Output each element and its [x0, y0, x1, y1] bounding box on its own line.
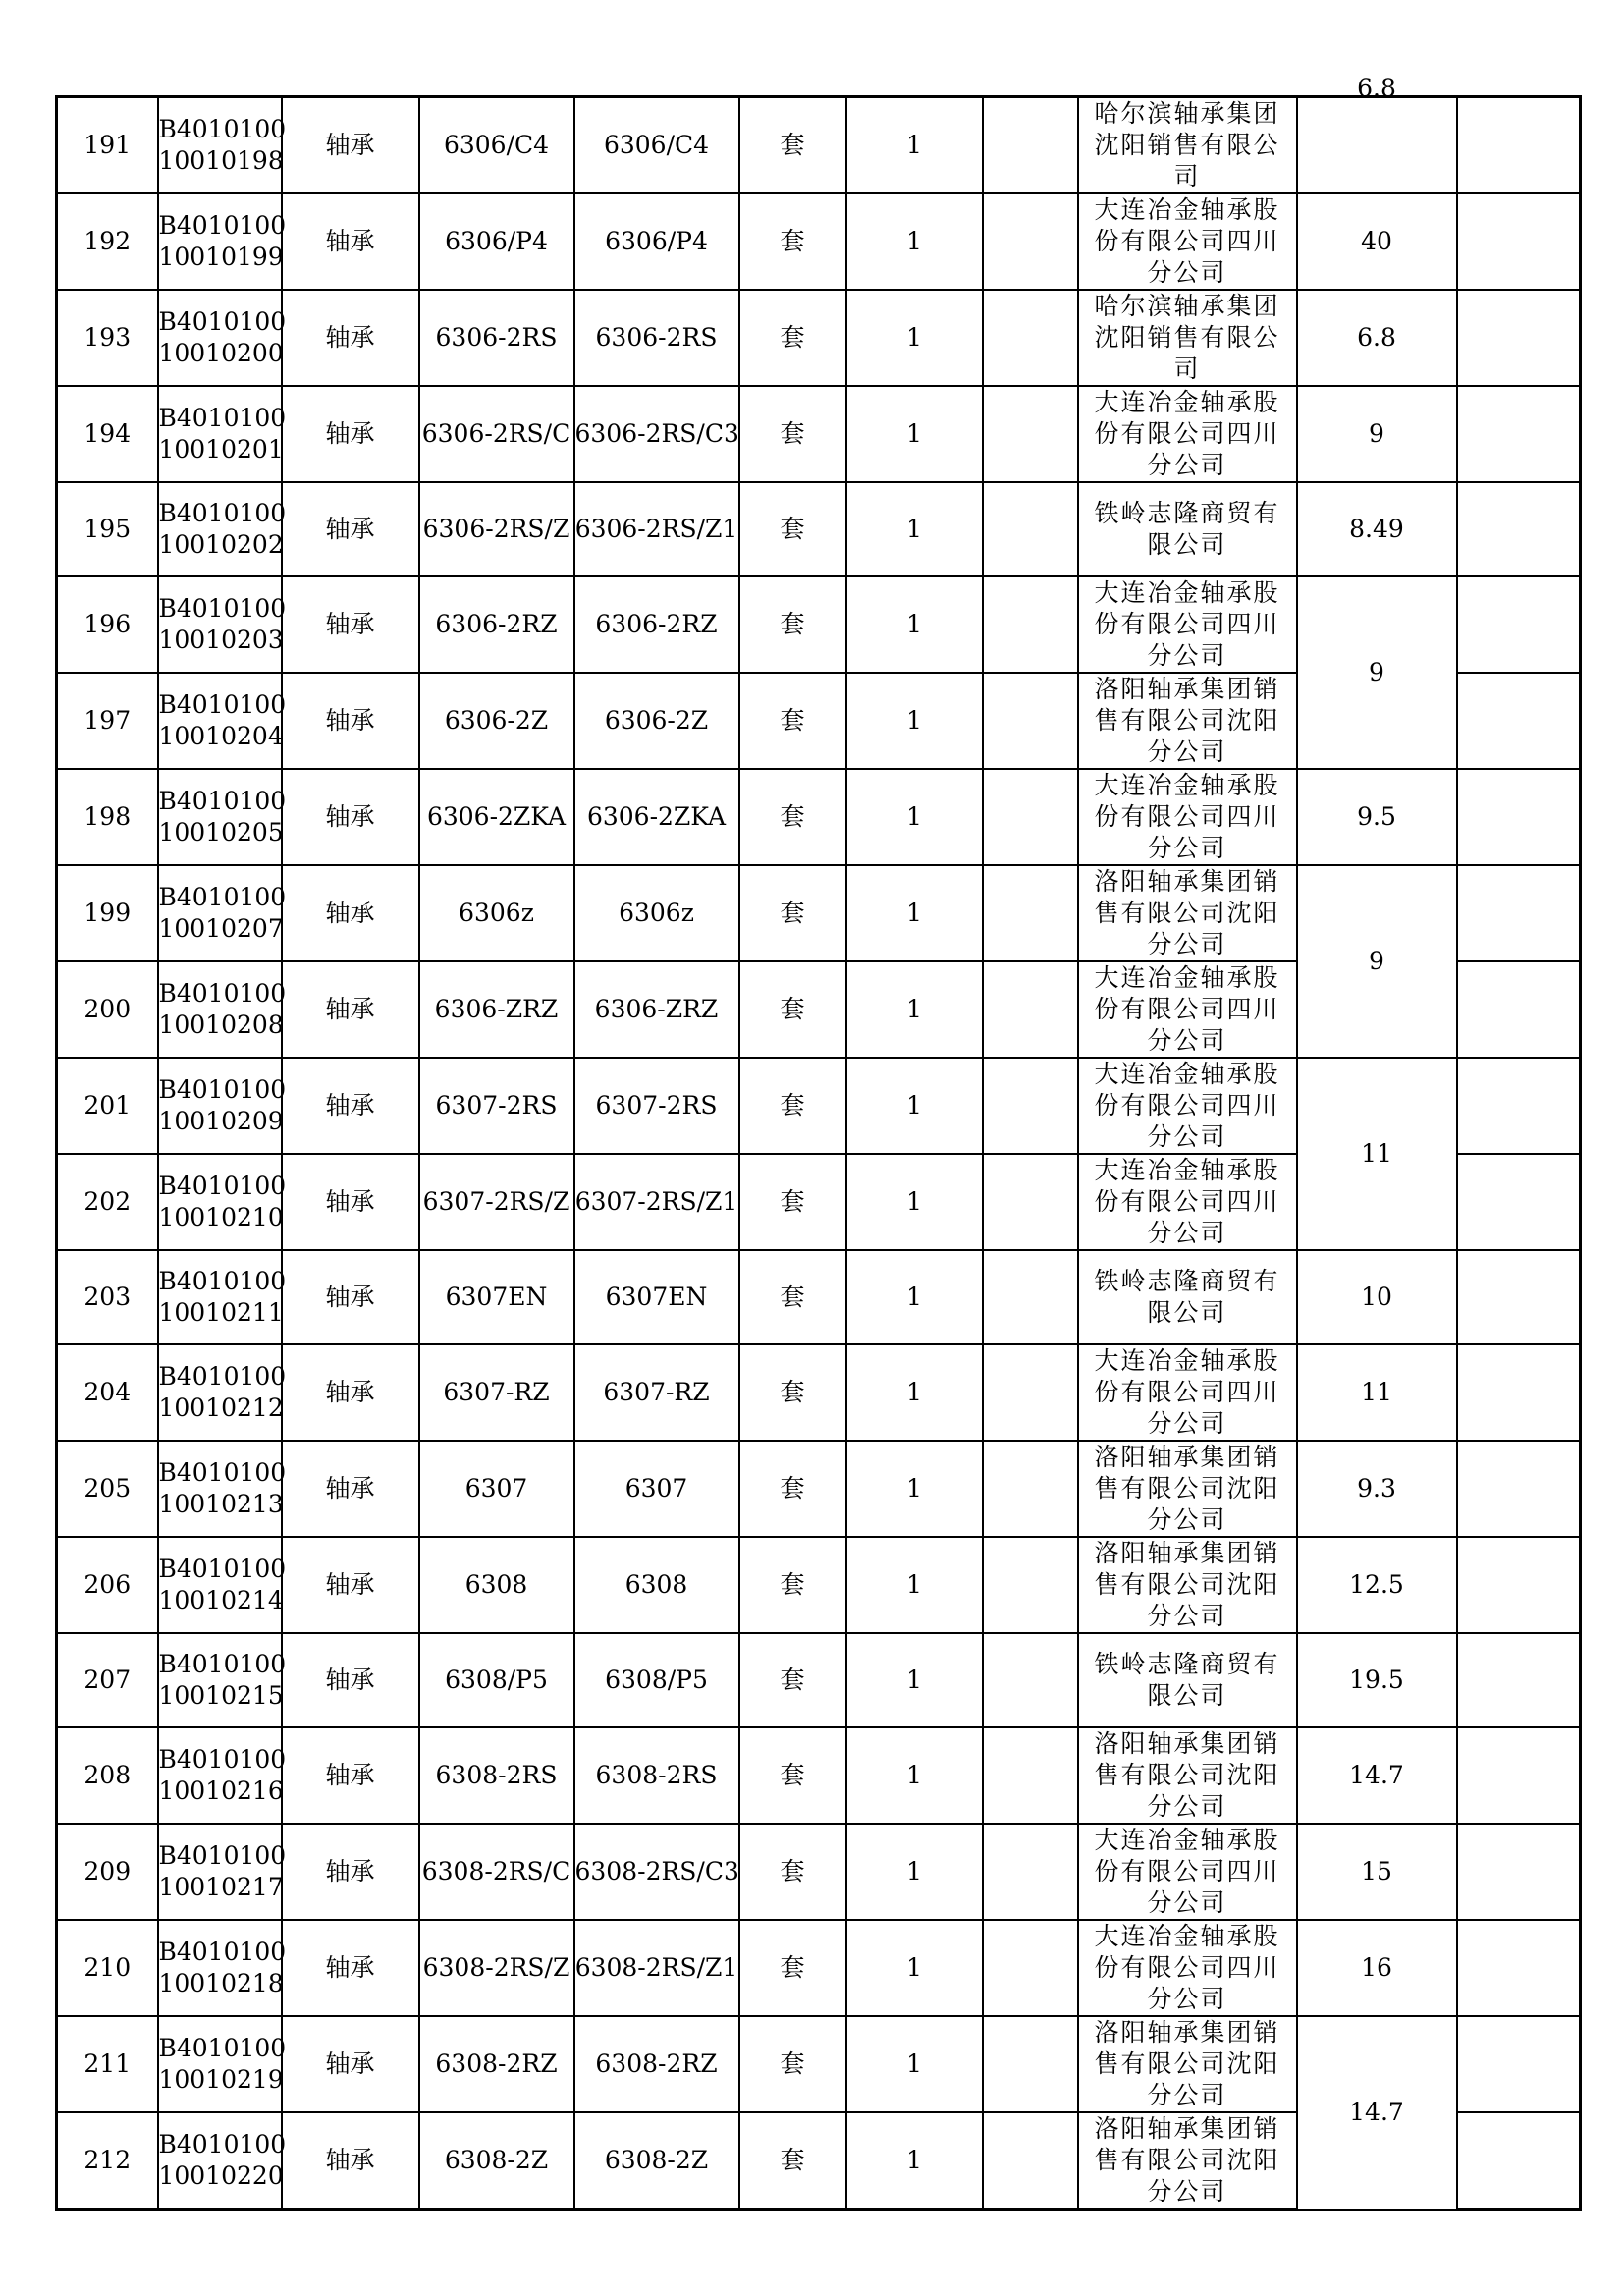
- remarks-cell: [1457, 2016, 1581, 2112]
- item-code: B4010100 10010210: [158, 1154, 282, 1250]
- unit-of-measure: 套: [739, 1824, 846, 1920]
- model-number: 6308-2RS: [574, 1727, 739, 1824]
- row-number: 192: [57, 193, 158, 290]
- item-code: B4010100 10010212: [158, 1344, 282, 1441]
- item-code: B4010100 10010208: [158, 961, 282, 1058]
- unit-price-value: 11: [1361, 1139, 1392, 1168]
- empty-cell: [983, 1441, 1078, 1537]
- model-spec: 6306-2ZKA: [419, 769, 574, 865]
- quantity: 1: [846, 290, 983, 386]
- item-name: 轴承: [282, 1633, 419, 1727]
- table-row: [57, 1824, 1581, 1920]
- empty-cell: [983, 290, 1078, 386]
- quantity: 1: [846, 1824, 983, 1920]
- unit-price: [1297, 1058, 1457, 1250]
- empty-cell: [983, 97, 1078, 194]
- quantity: 1: [846, 1920, 983, 2016]
- table-row: [57, 1537, 1581, 1633]
- model-spec: 6306-ZRZ: [419, 961, 574, 1058]
- item-code: B4010100 10010198: [158, 97, 282, 194]
- quantity: 1: [846, 2016, 983, 2112]
- table-row: [57, 1920, 1581, 2016]
- supplier-name: 大连冶金轴承股 份有限公司四川 分公司: [1078, 769, 1297, 865]
- model-spec: 6306/C4: [419, 97, 574, 194]
- quantity: 1: [846, 1727, 983, 1824]
- quantity: 1: [846, 961, 983, 1058]
- item-name: 轴承: [282, 1058, 419, 1154]
- model-number: 6308: [574, 1537, 739, 1633]
- remarks-cell: [1457, 97, 1581, 194]
- unit-price-value: 9: [1369, 658, 1384, 686]
- row-number: 198: [57, 769, 158, 865]
- empty-cell: [983, 1727, 1078, 1824]
- quantity: 1: [846, 769, 983, 865]
- empty-cell: [983, 1920, 1078, 2016]
- item-code: B4010100 10010220: [158, 2112, 282, 2210]
- unit-of-measure: 套: [739, 482, 846, 576]
- unit-of-measure: 套: [739, 193, 846, 290]
- bearing-price-table: [55, 74, 1582, 2211]
- remarks-cell: [1457, 1058, 1581, 1154]
- model-spec: 6307-2RS: [419, 1058, 574, 1154]
- empty-cell: [983, 1058, 1078, 1154]
- row-number: 196: [57, 576, 158, 673]
- quantity: 1: [846, 865, 983, 961]
- empty-cell: [983, 1344, 1078, 1441]
- empty-cell: [983, 1633, 1078, 1727]
- item-code: B4010100 10010213: [158, 1441, 282, 1537]
- table-row: [57, 576, 1581, 673]
- quantity: 1: [846, 1344, 983, 1441]
- supplier-name: 大连冶金轴承股 份有限公司四川 分公司: [1078, 961, 1297, 1058]
- unit-price-value: 16: [1361, 1953, 1392, 1982]
- model-spec: 6307: [419, 1441, 574, 1537]
- supplier-name: 大连冶金轴承股 份有限公司四川 分公司: [1078, 576, 1297, 673]
- model-number: 6308-2Z: [574, 2112, 739, 2210]
- supplier-name: 洛阳轴承集团销 售有限公司沈阳 分公司: [1078, 2016, 1297, 2112]
- quantity: 1: [846, 193, 983, 290]
- remarks-cell: [1457, 1154, 1581, 1250]
- unit-of-measure: 套: [739, 1441, 846, 1537]
- item-name: 轴承: [282, 386, 419, 482]
- item-code: B4010100 10010209: [158, 1058, 282, 1154]
- item-name: 轴承: [282, 1920, 419, 2016]
- item-code: B4010100 10010204: [158, 673, 282, 769]
- model-number: 6306-2RS/C3: [574, 386, 739, 482]
- supplier-name: 洛阳轴承集团销 售有限公司沈阳 分公司: [1078, 673, 1297, 769]
- unit-price: [1297, 1441, 1457, 1537]
- quantity: 1: [846, 1633, 983, 1727]
- unit-price: [1297, 193, 1457, 290]
- item-code: B4010100 10010216: [158, 1727, 282, 1824]
- quantity: 1: [846, 1537, 983, 1633]
- table-body: [57, 74, 1581, 2210]
- unit-of-measure: 套: [739, 1537, 846, 1633]
- unit-price: [1297, 482, 1457, 576]
- supplier-name: 大连冶金轴承股 份有限公司四川 分公司: [1078, 1154, 1297, 1250]
- remarks-cell: [1457, 1250, 1581, 1344]
- row-number: 208: [57, 1727, 158, 1824]
- model-spec: 6306z: [419, 865, 574, 961]
- table-row: [57, 1633, 1581, 1727]
- remarks-cell: [1457, 1344, 1581, 1441]
- supplier-name: 洛阳轴承集团销 售有限公司沈阳 分公司: [1078, 1727, 1297, 1824]
- remarks-cell: [1457, 673, 1581, 769]
- unit-price: [1297, 290, 1457, 386]
- model-spec: 6307-2RS/Z: [419, 1154, 574, 1250]
- unit-of-measure: 套: [739, 2112, 846, 2210]
- unit-price: [1297, 865, 1457, 1058]
- model-spec: 6308-2Z: [419, 2112, 574, 2210]
- table-row: [57, 1250, 1581, 1344]
- row-number: 194: [57, 386, 158, 482]
- model-number: 6306-2RS: [574, 290, 739, 386]
- item-code: B4010100 10010201: [158, 386, 282, 482]
- quantity: 1: [846, 386, 983, 482]
- item-name: 轴承: [282, 961, 419, 1058]
- unit-price: [1297, 769, 1457, 865]
- model-spec: 6308/P5: [419, 1633, 574, 1727]
- unit-price-value: 9: [1369, 419, 1384, 448]
- unit-of-measure: 套: [739, 386, 846, 482]
- unit-price-value: 6.8: [1357, 74, 1396, 102]
- model-number: 6307: [574, 1441, 739, 1537]
- quantity: 1: [846, 1154, 983, 1250]
- unit-price: [1297, 1250, 1457, 1344]
- item-name: 轴承: [282, 1344, 419, 1441]
- item-code: B4010100 10010217: [158, 1824, 282, 1920]
- row-number: 207: [57, 1633, 158, 1727]
- unit-price-value: 12.5: [1349, 1570, 1404, 1599]
- model-spec: 6308-2RZ: [419, 2016, 574, 2112]
- item-name: 轴承: [282, 1441, 419, 1537]
- item-name: 轴承: [282, 193, 419, 290]
- table-row: [57, 1344, 1581, 1441]
- item-name: 轴承: [282, 769, 419, 865]
- table-row: [57, 1058, 1581, 1154]
- model-spec: 6306-2RZ: [419, 576, 574, 673]
- model-number: 6307-2RS/Z1: [574, 1154, 739, 1250]
- row-number: 197: [57, 673, 158, 769]
- unit-price: [1297, 386, 1457, 482]
- unit-of-measure: 套: [739, 97, 846, 194]
- empty-cell: [983, 1154, 1078, 1250]
- empty-cell: [983, 1824, 1078, 1920]
- row-number: 201: [57, 1058, 158, 1154]
- item-code: B4010100 10010218: [158, 1920, 282, 2016]
- model-spec: 6306/P4: [419, 193, 574, 290]
- item-name: 轴承: [282, 1154, 419, 1250]
- empty-cell: [983, 482, 1078, 576]
- quantity: 1: [846, 97, 983, 194]
- item-name: 轴承: [282, 673, 419, 769]
- model-number: 6308-2RZ: [574, 2016, 739, 2112]
- unit-price-value: 11: [1361, 1378, 1392, 1406]
- quantity: 1: [846, 1058, 983, 1154]
- table-row: [57, 865, 1581, 961]
- remarks-cell: [1457, 865, 1581, 961]
- item-name: 轴承: [282, 97, 419, 194]
- row-number: 211: [57, 2016, 158, 2112]
- empty-cell: [983, 1250, 1078, 1344]
- unit-price-value: 10: [1361, 1283, 1392, 1311]
- item-name: 轴承: [282, 482, 419, 576]
- quantity: 1: [846, 482, 983, 576]
- supplier-name: 洛阳轴承集团销 售有限公司沈阳 分公司: [1078, 1537, 1297, 1633]
- unit-price-value: 9.3: [1357, 1474, 1396, 1503]
- unit-price-value: 40: [1361, 227, 1392, 255]
- empty-cell: [983, 576, 1078, 673]
- table-row: [57, 2016, 1581, 2112]
- item-name: 轴承: [282, 1727, 419, 1824]
- unit-of-measure: 套: [739, 865, 846, 961]
- empty-cell: [983, 386, 1078, 482]
- row-number: 202: [57, 1154, 158, 1250]
- empty-cell: [983, 769, 1078, 865]
- item-code: B4010100 10010215: [158, 1633, 282, 1727]
- supplier-name: 铁岭志隆商贸有 限公司: [1078, 1250, 1297, 1344]
- row-number: 203: [57, 1250, 158, 1344]
- model-spec: 6306-2RS/C: [419, 386, 574, 482]
- item-code: B4010100 10010207: [158, 865, 282, 961]
- quantity: 1: [846, 2112, 983, 2210]
- remarks-cell: [1457, 1537, 1581, 1633]
- table-row: [57, 386, 1581, 482]
- model-spec: 6306-2RS: [419, 290, 574, 386]
- unit-of-measure: 套: [739, 1633, 846, 1727]
- unit-of-measure: 套: [739, 1727, 846, 1824]
- quantity: 1: [846, 1441, 983, 1537]
- supplier-name: 洛阳轴承集团销 售有限公司沈阳 分公司: [1078, 865, 1297, 961]
- remarks-cell: [1457, 769, 1581, 865]
- remarks-cell: [1457, 961, 1581, 1058]
- item-name: 轴承: [282, 1824, 419, 1920]
- unit-price-value: 9: [1369, 947, 1384, 975]
- model-number: 6306/P4: [574, 193, 739, 290]
- supplier-name: 大连冶金轴承股 份有限公司四川 分公司: [1078, 1824, 1297, 1920]
- unit-price: [1297, 576, 1457, 769]
- model-number: 6306-2ZKA: [574, 769, 739, 865]
- unit-of-measure: 套: [739, 961, 846, 1058]
- row-number: 210: [57, 1920, 158, 2016]
- table-row: [57, 769, 1581, 865]
- remarks-cell: [1457, 1920, 1581, 2016]
- unit-price-value: 14.7: [1349, 2098, 1404, 2127]
- unit-of-measure: 套: [739, 1920, 846, 2016]
- model-number: 6306/C4: [574, 97, 739, 194]
- empty-cell: [983, 2112, 1078, 2210]
- item-name: 轴承: [282, 2112, 419, 2210]
- quantity: 1: [846, 673, 983, 769]
- item-name: 轴承: [282, 290, 419, 386]
- unit-price: [1297, 1920, 1457, 2016]
- unit-price: [1297, 1633, 1457, 1727]
- empty-cell: [983, 961, 1078, 1058]
- unit-of-measure: 套: [739, 1058, 846, 1154]
- table-row: [57, 290, 1581, 386]
- row-number: 212: [57, 2112, 158, 2210]
- unit-price-value: 19.5: [1349, 1666, 1404, 1694]
- unit-of-measure: 套: [739, 1154, 846, 1250]
- unit-price-value: 6.8: [1357, 323, 1396, 352]
- supplier-name: 铁岭志隆商贸有 限公司: [1078, 1633, 1297, 1727]
- unit-price-value: 14.7: [1349, 1761, 1404, 1789]
- model-number: 6308-2RS/C3: [574, 1824, 739, 1920]
- remarks-cell: [1457, 386, 1581, 482]
- table-row: [57, 193, 1581, 290]
- item-code: B4010100 10010203: [158, 576, 282, 673]
- supplier-name: 哈尔滨轴承集团 沈阳销售有限公 司: [1078, 97, 1297, 194]
- supplier-name: 洛阳轴承集团销 售有限公司沈阳 分公司: [1078, 2112, 1297, 2210]
- model-number: 6306z: [574, 865, 739, 961]
- model-number: 6306-2Z: [574, 673, 739, 769]
- table-row: [57, 482, 1581, 576]
- row-number: 193: [57, 290, 158, 386]
- supplier-name: 大连冶金轴承股 份有限公司四川 分公司: [1078, 193, 1297, 290]
- row-number: 206: [57, 1537, 158, 1633]
- item-name: 轴承: [282, 576, 419, 673]
- remarks-cell: [1457, 290, 1581, 386]
- model-number: 6308-2RS/Z1: [574, 1920, 739, 2016]
- unit-of-measure: 套: [739, 576, 846, 673]
- item-code: B4010100 10010200: [158, 290, 282, 386]
- unit-price-value: 9.5: [1357, 802, 1396, 831]
- unit-of-measure: 套: [739, 2016, 846, 2112]
- model-spec: 6308-2RS: [419, 1727, 574, 1824]
- unit-price: [1297, 1727, 1457, 1824]
- unit-of-measure: 套: [739, 290, 846, 386]
- model-number: 6307-RZ: [574, 1344, 739, 1441]
- model-number: 6307EN: [574, 1250, 739, 1344]
- item-code: B4010100 10010202: [158, 482, 282, 576]
- item-name: 轴承: [282, 865, 419, 961]
- model-spec: 6307-RZ: [419, 1344, 574, 1441]
- model-spec: 6308: [419, 1537, 574, 1633]
- unit-price: [1297, 2016, 1457, 2210]
- unit-of-measure: 套: [739, 769, 846, 865]
- remarks-cell: [1457, 576, 1581, 673]
- remarks-cell: [1457, 193, 1581, 290]
- unit-price-value: 15: [1361, 1857, 1392, 1886]
- quantity: 1: [846, 1250, 983, 1344]
- empty-cell: [983, 673, 1078, 769]
- model-number: 6306-ZRZ: [574, 961, 739, 1058]
- item-code: B4010100 10010219: [158, 2016, 282, 2112]
- unit-price: [1297, 74, 1457, 194]
- supplier-name: 哈尔滨轴承集团 沈阳销售有限公 司: [1078, 290, 1297, 386]
- row-number: 204: [57, 1344, 158, 1441]
- model-spec: 6307EN: [419, 1250, 574, 1344]
- model-number: 6308/P5: [574, 1633, 739, 1727]
- item-code: B4010100 10010211: [158, 1250, 282, 1344]
- item-name: 轴承: [282, 2016, 419, 2112]
- remarks-cell: [1457, 1727, 1581, 1824]
- table-row: [57, 1441, 1581, 1537]
- empty-cell: [983, 1537, 1078, 1633]
- item-code: B4010100 10010199: [158, 193, 282, 290]
- supplier-name: 大连冶金轴承股 份有限公司四川 分公司: [1078, 1920, 1297, 2016]
- model-spec: 6308-2RS/C: [419, 1824, 574, 1920]
- supplier-name: 大连冶金轴承股 份有限公司四川 分公司: [1078, 1344, 1297, 1441]
- table-row: [57, 97, 1581, 194]
- row-number: 200: [57, 961, 158, 1058]
- empty-cell: [983, 2016, 1078, 2112]
- row-number: 209: [57, 1824, 158, 1920]
- remarks-cell: [1457, 1441, 1581, 1537]
- item-code: B4010100 10010214: [158, 1537, 282, 1633]
- row-number: 205: [57, 1441, 158, 1537]
- item-name: 轴承: [282, 1537, 419, 1633]
- model-spec: 6306-2Z: [419, 673, 574, 769]
- supplier-name: 大连冶金轴承股 份有限公司四川 分公司: [1078, 386, 1297, 482]
- row-number: 199: [57, 865, 158, 961]
- unit-of-measure: 套: [739, 1344, 846, 1441]
- supplier-name: 大连冶金轴承股 份有限公司四川 分公司: [1078, 1058, 1297, 1154]
- row-number: 191: [57, 97, 158, 194]
- remarks-cell: [1457, 482, 1581, 576]
- remarks-cell: [1457, 2112, 1581, 2210]
- model-spec: 6308-2RS/Z: [419, 1920, 574, 2016]
- remarks-cell: [1457, 1824, 1581, 1920]
- empty-cell: [983, 865, 1078, 961]
- remarks-cell: [1457, 1633, 1581, 1727]
- item-code: B4010100 10010205: [158, 769, 282, 865]
- unit-price: [1297, 1537, 1457, 1633]
- unit-price-value: 8.49: [1349, 515, 1404, 543]
- model-number: 6306-2RZ: [574, 576, 739, 673]
- supplier-name: 洛阳轴承集团销 售有限公司沈阳 分公司: [1078, 1441, 1297, 1537]
- row-number: 195: [57, 482, 158, 576]
- unit-price: [1297, 1344, 1457, 1441]
- model-number: 6307-2RS: [574, 1058, 739, 1154]
- item-name: 轴承: [282, 1250, 419, 1344]
- model-spec: 6306-2RS/Z: [419, 482, 574, 576]
- empty-cell: [983, 193, 1078, 290]
- model-number: 6306-2RS/Z1: [574, 482, 739, 576]
- unit-of-measure: 套: [739, 1250, 846, 1344]
- quantity: 1: [846, 576, 983, 673]
- supplier-name: 铁岭志隆商贸有 限公司: [1078, 482, 1297, 576]
- table-row: [57, 1727, 1581, 1824]
- unit-of-measure: 套: [739, 673, 846, 769]
- unit-price: [1297, 1824, 1457, 1920]
